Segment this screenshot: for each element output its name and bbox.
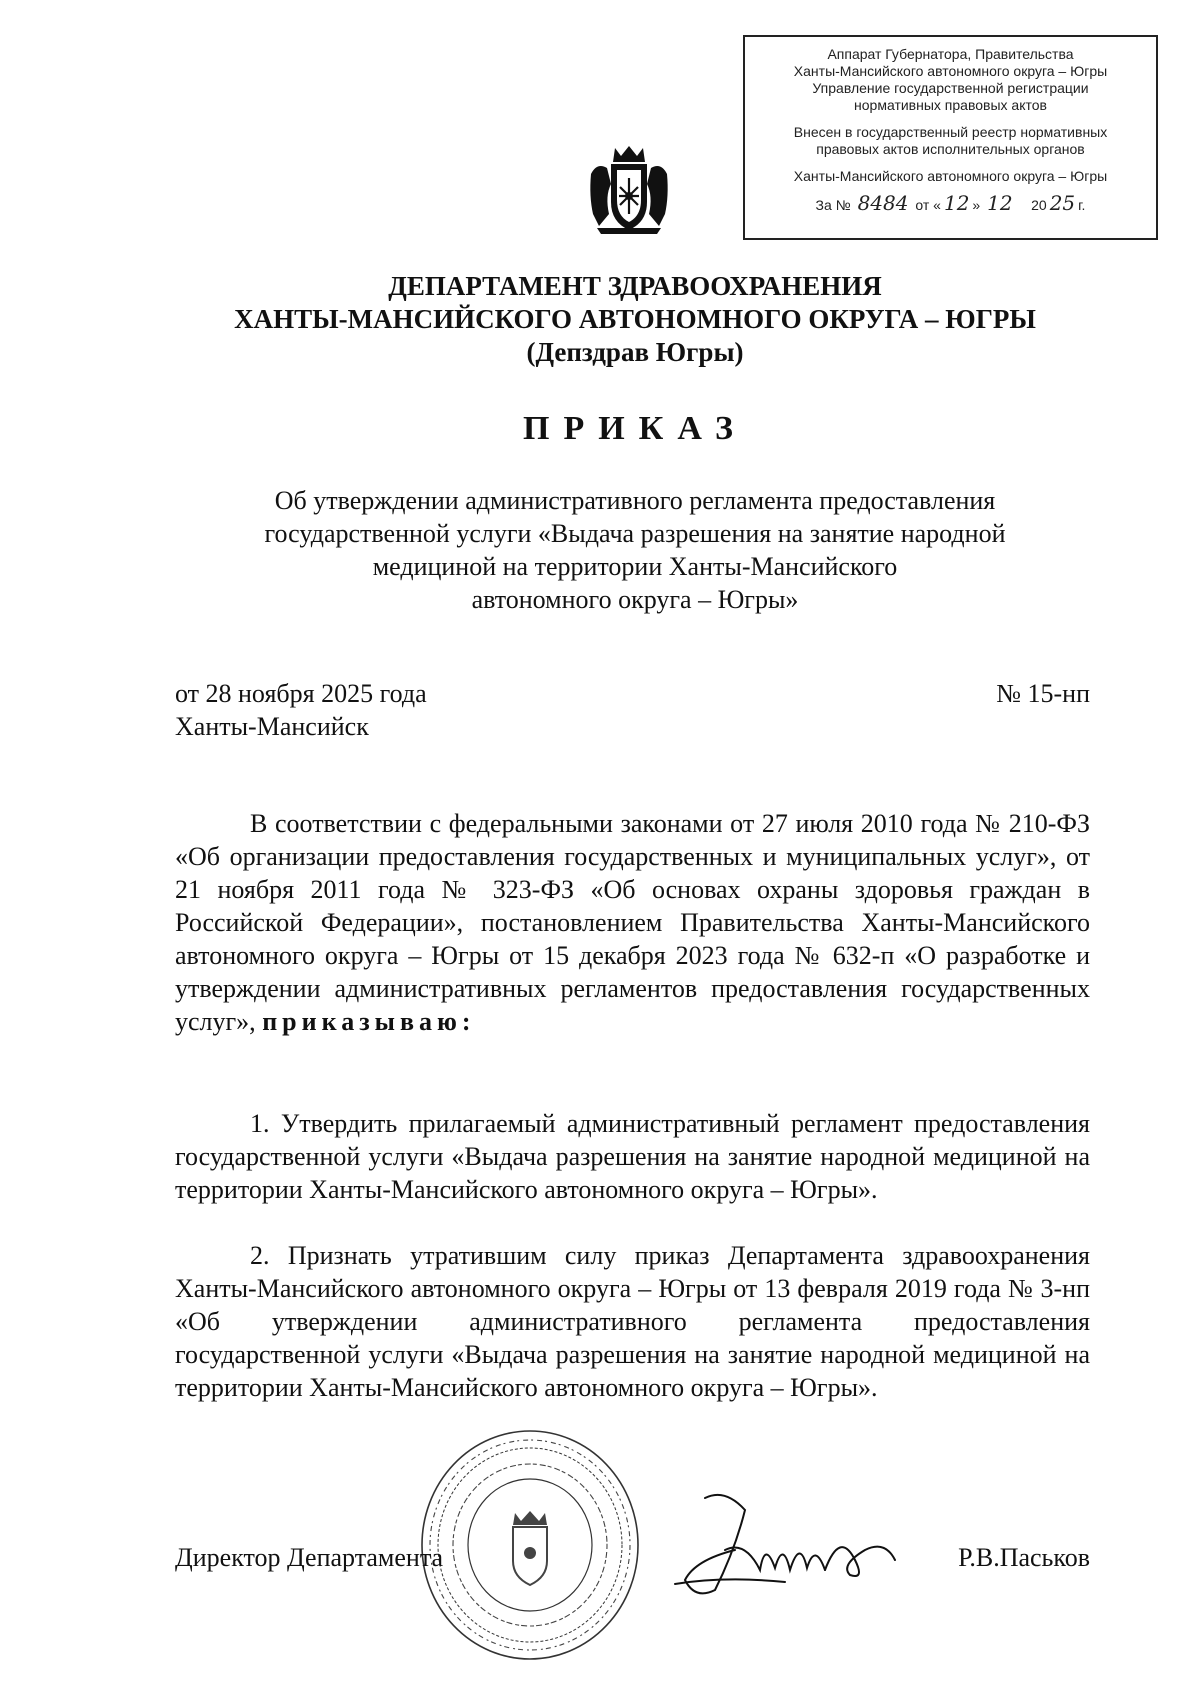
- stamp-line: Ханты-Мансийского автономного округа – Югры: [793, 168, 1108, 184]
- stamp-line: Ханты-Мансийского автономного округа – Югры: [793, 63, 1108, 79]
- stamp-line: правовых актов исполнительных органов: [816, 141, 1085, 157]
- department-name-line2: ХАНТЫ-МАНСИЙСКОГО АВТОНОМНОГО ОКРУГА – ЮГРЫ: [234, 304, 1036, 334]
- order-word: приказываю:: [262, 1007, 476, 1036]
- document-date: от 28 ноября 2025 года: [175, 679, 427, 708]
- registration-stamp: [743, 35, 1158, 240]
- reg-from: от «: [915, 197, 941, 213]
- official-round-seal: [415, 1425, 645, 1665]
- stamp-line: Внесен в государственный реестр нормативных: [793, 124, 1108, 140]
- stamp-block-region: [745, 168, 1156, 185]
- reg-year-prefix: 20: [1031, 197, 1047, 213]
- stamp-line: нормативных правовых актов: [854, 97, 1047, 113]
- coat-of-arms-emblem: [587, 144, 671, 236]
- signer-position: Директор Департамента: [175, 1543, 444, 1572]
- document-type-title: ПРИКАЗ: [523, 410, 747, 447]
- department-header: [0, 270, 1200, 369]
- reg-month: 12: [987, 191, 1013, 215]
- reg-day: 12: [943, 191, 970, 215]
- document-subject: [0, 484, 1200, 616]
- subject-line: Об утверждении административного регламента предоставления: [274, 486, 996, 515]
- subject-line: автономного округа – Югры»: [471, 585, 799, 614]
- subject-line: государственной услуги «Выдача разрешения на занятие народной: [264, 519, 1006, 548]
- document-city: Ханты-Мансийск: [175, 712, 369, 741]
- reg-number: 8484: [857, 191, 909, 215]
- stamp-block-registry: [745, 46, 1156, 114]
- department-short-name: (Депздрав Югры): [526, 337, 744, 367]
- stamp-registration-line: [745, 191, 1156, 215]
- preamble-paragraph: [175, 807, 1090, 1038]
- department-name-line1: ДЕПАРТАМЕНТ ЗДРАВООХРАНЕНИЯ: [388, 271, 882, 301]
- stamp-block-entered: [745, 124, 1156, 158]
- subject-line: медициной на территории Ханты-Мансийского: [372, 552, 898, 581]
- document-number: № 15-нп: [996, 679, 1090, 708]
- preamble-text: В соответствии с федеральными законами от 27 июля 2010 года № 210-ФЗ «Об организации предоставления государственных и муниципальных услуг», от 21 ноября 2011 года № 323-ФЗ «Об основах охраны здоровья граждан в Российской Федерации», постановлением Правительства Ханты-Мансийского автономного округа – Югры от 15 декабря 2023 года № 632-п «О разработке и утверждении административных регламентов предоставления государственных услуг»,: [175, 809, 1090, 1036]
- handwritten-signature: [665, 1480, 920, 1605]
- reg-year: 25: [1049, 191, 1076, 215]
- order-item-2: 2. Признать утратившим силу приказ Департамента здравоохранения Ханты-Мансийского автономного округа – Югры от 13 февраля 2019 года № 3-нп «Об утверждении административного регламента предоставления государственной услуги «Выдача разрешения на занятие народной медициной на территории Ханты-Мансийского автономного округа – Югры».: [175, 1241, 1090, 1402]
- reg-year-suffix: г.: [1078, 197, 1086, 213]
- order-item-1: 1. Утвердить прилагаемый административный регламент предоставления государственной услуги «Выдача разрешения на занятие народной медициной на территории Ханты-Мансийского автономного округа – Югры».: [175, 1109, 1090, 1204]
- signer-name: Р.В.Паськов: [958, 1543, 1090, 1572]
- stamp-line: Управление государственной регистрации: [812, 80, 1089, 96]
- document-date-place: [175, 677, 427, 743]
- stamp-line: Аппарат Губернатора, Правительства: [827, 46, 1074, 62]
- reg-prefix: За №: [815, 197, 851, 213]
- reg-quote-close: »: [972, 197, 981, 213]
